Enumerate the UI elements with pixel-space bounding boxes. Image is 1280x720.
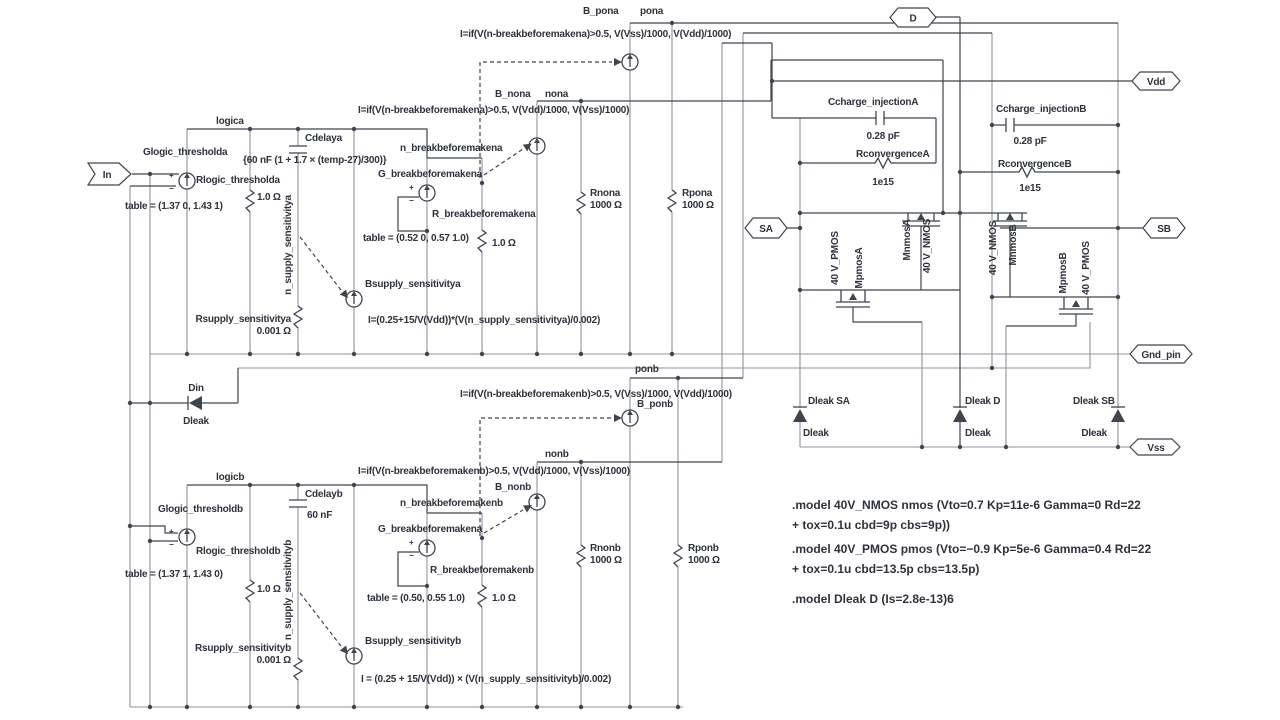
- resistor-rsupply-b: [294, 658, 302, 680]
- port-sa[interactable]: [745, 218, 787, 238]
- value-glogic-table-a: table = (1.37 0, 1.43 1): [125, 201, 223, 212]
- value-rponb: 1000 Ω: [688, 555, 720, 566]
- net-pona: pona: [640, 6, 664, 17]
- capacitor-ccharge-b: [1006, 118, 1014, 132]
- model-pmos-line1: .model 40V_PMOS pmos (Vto=−0.9 Kp=5e-6 Gamma=0.4 Rd=22: [792, 542, 1152, 556]
- value-rnonb: 1000 Ω: [590, 555, 622, 566]
- capacitor-cdelayb: [289, 500, 307, 507]
- wire-layer-rails[interactable]: [130, 23, 1130, 707]
- port-in[interactable]: [88, 163, 131, 185]
- source-bnonb: [529, 494, 545, 510]
- port-sb-label: SB: [1157, 224, 1171, 235]
- source-bsupply-b: [346, 648, 362, 664]
- value-rlogic-b: 1.0 Ω: [257, 584, 281, 595]
- labels-output-stage: [803, 97, 1115, 439]
- source-glogic-a: [179, 173, 195, 189]
- capacitor-ccharge-a: [876, 111, 884, 125]
- label-rlogic-a: Rlogic_thresholda: [196, 175, 280, 186]
- labels-channel-a: [125, 6, 731, 337]
- port-vss[interactable]: [1130, 439, 1180, 455]
- port-gnd-pin[interactable]: [1130, 345, 1192, 363]
- label-bnonb: B_nonb: [495, 482, 532, 493]
- model-pmos-line2: + tox=0.1u cbd=13.5p cbs=13.5p): [792, 562, 980, 576]
- model-mpmos-a: 40 V_PMOS: [830, 231, 841, 285]
- label-rsupply-a: Rsupply_sensitivitya: [195, 314, 291, 325]
- source-gbbm-b: [419, 540, 435, 556]
- resistor-rpona: [668, 190, 676, 212]
- port-d-label: D: [909, 13, 917, 25]
- resistor-rbbm-b: [478, 585, 486, 607]
- label-bnona: B_nona: [495, 89, 531, 100]
- label-rbbm-b: R_breakbeforemakenb: [430, 565, 535, 576]
- model-mnmos-a: 40 V_NMOS: [922, 218, 933, 274]
- label-bsupply-a: Bsupply_sensitivitya: [365, 279, 461, 290]
- label-mnmos-b: MnmosB: [1008, 224, 1019, 266]
- source-bnona: [529, 138, 545, 154]
- value-rpona: 1000 Ω: [682, 200, 714, 211]
- plus-mark: +: [409, 183, 414, 192]
- port-sa-label: SA: [759, 224, 773, 235]
- value-rbbm-a: 1.0 Ω: [492, 238, 516, 249]
- mosfet-mpmos-a: [836, 290, 870, 307]
- formula-bpona: I=if(V(n-breakbeforemakena)>0.5, V(Vss)/1000, V(Vdd)/1000): [460, 29, 732, 40]
- value-ccharge-b: 0.28 pF: [1013, 136, 1047, 147]
- minus-mark: −: [409, 196, 414, 205]
- label-din: Din: [188, 383, 204, 394]
- model-nmos-line2: + tox=0.1u cbd=9p cbs=9p)): [792, 518, 951, 532]
- formula-bsupply-a: I=(0.25+15/V(Vdd))*(V(n_supply_sensitivitya)/0.002): [368, 315, 601, 326]
- value-ccharge-a: 0.28 pF: [866, 131, 900, 142]
- port-sb[interactable]: [1143, 218, 1185, 238]
- resistor-rlogic-b: [246, 580, 254, 602]
- port-in-label: In: [102, 170, 112, 181]
- minus-mark: −: [169, 184, 174, 193]
- minus-mark: −: [169, 540, 174, 549]
- diode-din: [188, 396, 202, 410]
- net-nbbm-a: n_breakbeforemakena: [400, 143, 503, 154]
- resistor-rponb: [674, 545, 682, 567]
- value-rconv-a: 1e15: [872, 177, 894, 188]
- formula-bnonb: I=if(V(n-breakbeforemakenb)>0.5, V(Vdd)/1000, V(Vss)/1000): [358, 466, 630, 477]
- diode-dleak-sb: [1111, 407, 1125, 422]
- model-nmos-line1: .model 40V_NMOS nmos (Vto=0.7 Kp=11e-6 Gamma=0 Rd=22: [792, 498, 1141, 512]
- label-ccharge-a: Ccharge_injectionA: [828, 97, 919, 108]
- net-nonb: nonb: [545, 449, 569, 460]
- source-bsupply-a: [346, 291, 362, 307]
- label-glogic-a: Glogic_thresholda: [143, 147, 228, 158]
- value-rbbm-b: 1.0 Ω: [492, 593, 516, 604]
- value-glogic-table-b: table = (1.37 1, 1.43 0): [125, 569, 223, 580]
- label-rconv-a: RconvergenceA: [856, 149, 930, 160]
- net-nsupply-a: n_supply_sensitivitya: [283, 195, 294, 295]
- model-din: Dleak: [183, 416, 209, 427]
- port-d[interactable]: [890, 8, 936, 27]
- mosfet-mpmos-b: [1059, 297, 1093, 314]
- label-mnmos-a: MnmosA: [902, 219, 913, 261]
- label-dleak-d: Dleak D: [965, 396, 1001, 407]
- label-cdelaya: Cdelaya: [305, 133, 342, 144]
- net-logicb: logicb: [216, 472, 245, 483]
- port-vdd-label: Vdd: [1146, 77, 1166, 88]
- label-dleak-sa: Dleak SA: [808, 396, 850, 407]
- port-vss-label: Vss: [1147, 443, 1165, 454]
- plus-mark: +: [409, 538, 414, 547]
- label-rponb: Rponb: [688, 543, 719, 554]
- net-logica: logica: [216, 116, 244, 127]
- minus-mark: −: [409, 551, 414, 560]
- value-rconv-b: 1e15: [1019, 183, 1041, 194]
- label-mpmos-b: MpmosB: [1058, 252, 1069, 294]
- model-dleak-line: .model Dleak D (Is=2.8e-13)6: [792, 592, 954, 606]
- label-mpmos-a: MpmosA: [854, 247, 865, 289]
- label-cdelayb: Cdelayb: [305, 489, 343, 500]
- resistor-rnonb: [577, 545, 585, 567]
- port-vdd[interactable]: [1132, 72, 1180, 90]
- net-nsupply-b: n_supply_sensitivityb: [283, 539, 294, 641]
- label-rlogic-b: Rlogic_thresholdb: [196, 546, 281, 557]
- formula-bponb: I=if(V(n-breakbeforemakenb)>0.5, V(Vss)/1000, V(Vdd)/1000): [460, 389, 732, 400]
- plus-mark: +: [169, 171, 174, 180]
- model-mpmos-b: 40 V_PMOS: [1081, 241, 1092, 295]
- formula-bnona: I=if(V(n-breakbeforemakena)>0.5, V(Vdd)/1000, V(Vss)/1000): [358, 105, 630, 116]
- label-gbbm-b: G_breakbeforemakena: [378, 524, 483, 535]
- labels-channel-b: [125, 364, 732, 685]
- value-rsupply-b: 0.001 Ω: [256, 655, 291, 666]
- diode-dleak-sa: [793, 407, 807, 422]
- label-bsupply-b: Bsupply_sensitivityb: [365, 636, 462, 647]
- port-gnd-pin-label: Gnd_pin: [1141, 350, 1181, 361]
- source-bpona: [622, 54, 638, 70]
- resistor-rbbm-a: [478, 230, 486, 252]
- model-dleak-sa: Dleak: [803, 428, 829, 439]
- label-glogic-b: Glogic_thresholdb: [158, 504, 243, 515]
- source-gbbm-a: [419, 185, 435, 201]
- model-statements: [792, 498, 1151, 606]
- label-rbbm-a: R_breakbeforemakena: [432, 209, 536, 220]
- capacitor-cdelaya: [289, 146, 307, 153]
- label-dleak-sb: Dleak SB: [1073, 396, 1115, 407]
- source-bponb: [622, 410, 638, 426]
- value-rnona: 1000 Ω: [590, 200, 622, 211]
- net-nona: nona: [545, 89, 569, 100]
- formula-bsupply-b: I = (0.25 + 15/V(Vdd)) × (V(n_supply_sensitivityb)/0.002): [361, 674, 612, 685]
- model-dleak-sb: Dleak: [1081, 428, 1107, 439]
- label-rnonb: Rnonb: [590, 543, 621, 554]
- model-mnmos-b: 40 V_NMOS: [988, 220, 999, 276]
- value-cdelaya: {60 nF (1 + 1.7 × (temp-27)/300)}: [243, 155, 387, 166]
- value-gbbm-table-b: table = (0.50, 0.55 1.0): [367, 593, 465, 604]
- model-dleak-d: Dleak: [965, 428, 991, 439]
- net-ponb: ponb: [635, 364, 659, 375]
- label-rconv-b: RconvergenceB: [998, 159, 1072, 170]
- label-ccharge-b: Ccharge_injectionB: [996, 104, 1087, 115]
- value-gbbm-table-a: table = (0.52 0, 0.57 1.0): [363, 233, 469, 244]
- label-rpona: Rpona: [682, 188, 713, 199]
- resistor-rsupply-a: [294, 306, 302, 328]
- label-rsupply-b: Rsupply_sensitivityb: [194, 643, 291, 654]
- resistor-rnona: [577, 192, 585, 214]
- source-glogic-b: [179, 529, 195, 545]
- label-bponb: B_ponb: [637, 399, 674, 410]
- resistor-rlogic-a: [246, 190, 254, 212]
- value-rlogic-a: 1.0 Ω: [257, 192, 281, 203]
- label-rnona: Rnona: [590, 188, 621, 199]
- plus-mark: +: [169, 527, 174, 536]
- net-nbbm-b: n_breakbeforemakenb: [400, 498, 503, 509]
- junction-dots: [128, 21, 1120, 709]
- diode-dleak-d: [953, 407, 967, 422]
- label-gbbm-a: G_breakbeforemakena: [378, 169, 483, 180]
- value-cdelayb: 60 nF: [307, 510, 333, 521]
- label-bpona: B_pona: [583, 6, 619, 17]
- value-rsupply-a: 0.001 Ω: [256, 326, 291, 337]
